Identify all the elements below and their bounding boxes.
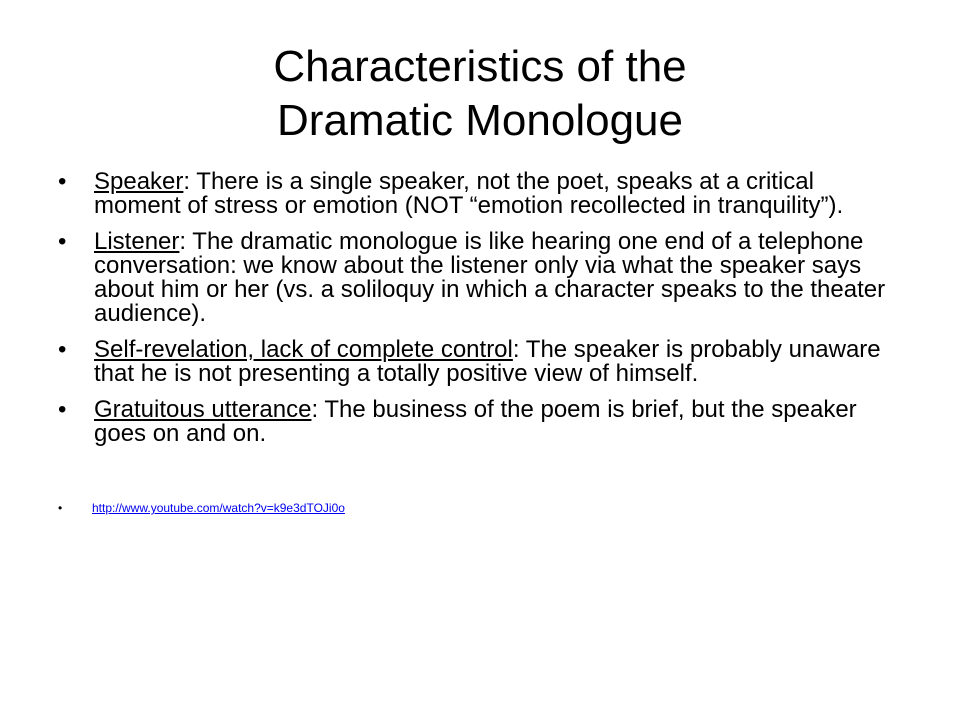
bullet-term: Speaker: [94, 168, 184, 195]
bullet-gratuitous-utterance: [58, 398, 898, 446]
bullet-icon: •: [58, 501, 63, 515]
link-bullet: [58, 500, 345, 516]
bullet-term: Listener: [94, 228, 180, 255]
bullet-listener: [58, 230, 898, 326]
youtube-link[interactable]: http://www.youtube.com/watch?v=k9e3dTOJi0o: [92, 501, 345, 515]
slide-title: [0, 40, 960, 148]
bullet-text: : The speaker is probably unaware that he is not presenting a totally positive view of himself.: [94, 336, 881, 387]
slide-title-line-1: Characteristics of the: [273, 42, 687, 91]
bullet-icon: •: [58, 228, 67, 255]
bullet-icon: •: [58, 396, 67, 423]
bullet-icon: •: [58, 336, 67, 363]
bullet-icon: •: [58, 168, 67, 195]
bullet-term: Self-revelation, lack of complete control: [94, 336, 513, 363]
bullet-text: : The business of the poem is brief, but the speaker goes on and on.: [94, 396, 857, 447]
bullet-speaker: [58, 170, 898, 218]
slide-title-line-2: Dramatic Monologue: [277, 96, 683, 145]
bullet-self-revelation: [58, 338, 898, 386]
bullet-term: Gratuitous utterance: [94, 396, 312, 423]
bullet-text: : The dramatic monologue is like hearing one end of a telephone conversation: we know about the listener only via what the speaker says about him or her (vs. a soliloquy in which a character speaks to the theater audience).: [94, 228, 886, 327]
bullet-list: [58, 170, 898, 458]
bullet-text: : There is a single speaker, not the poet, speaks at a critical moment of stress or emotion (NOT “emotion recollected in tranquility”).: [94, 168, 844, 219]
